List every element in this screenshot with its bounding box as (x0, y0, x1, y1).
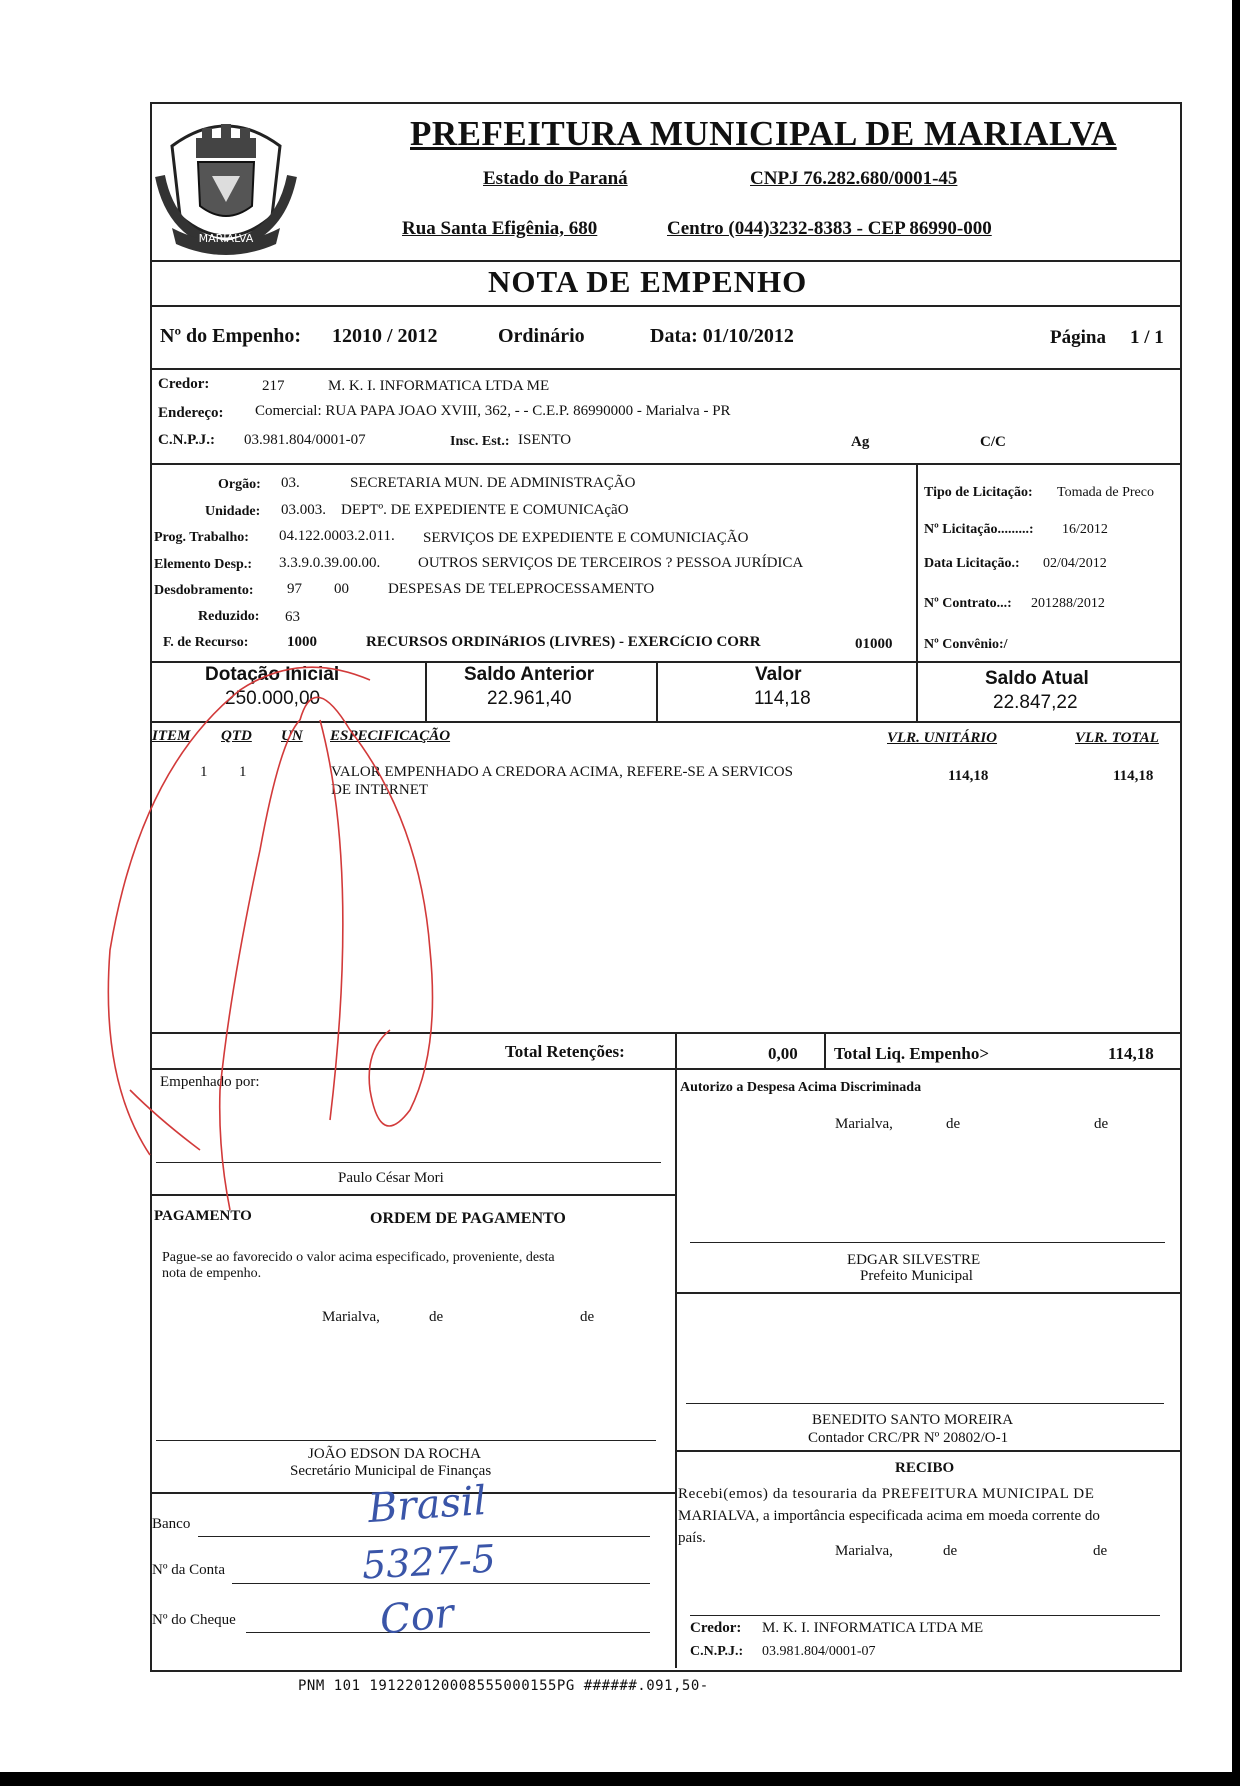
ordem-pagamento-label: ORDEM DE PAGAMENTO (370, 1210, 566, 1227)
divider-vertical (675, 1068, 677, 1668)
reduzido-value: 63 (285, 609, 300, 625)
col-qtd-header: QTD (221, 728, 252, 744)
orgao-label: Orgão: (218, 477, 261, 492)
recibo-line-3: país. (678, 1530, 706, 1546)
header-address: Rua Santa Efigênia, 680 (402, 218, 598, 239)
reduzido-label: Reduzido: (198, 609, 260, 624)
prefeito-name: EDGAR SILVESTRE (847, 1252, 981, 1268)
contrato-value: 201288/2012 (1031, 596, 1105, 611)
divider-vertical (656, 661, 658, 721)
autorizo-de2: de (1094, 1116, 1109, 1132)
pagamento-label: PAGAMENTO (154, 1208, 252, 1224)
conta-handwritten: 5327-5 (360, 1536, 497, 1588)
recurso-code: 1000 (287, 634, 317, 650)
empenhado-label: Empenhado por: (160, 1074, 260, 1090)
recibo-credor-label: Credor: (690, 1620, 742, 1636)
saldo-atual-value: 22.847,22 (993, 692, 1078, 713)
seal-text: MARIALVA (198, 232, 254, 245)
item-qtd: 1 (239, 764, 247, 780)
tipo-licitacao-label: Tipo de Licitação: (924, 485, 1033, 500)
cc-label: C/C (980, 434, 1006, 450)
elemento-name: OUTROS SERVIÇOS DE TERCEIROS ? PESSOA JURÍDICA (418, 555, 804, 571)
credor-label: Credor: (158, 376, 210, 392)
recibo-cnpj-value: 03.981.804/0001-07 (762, 1644, 876, 1659)
pagamento-de1: de (429, 1309, 444, 1325)
contrato-label: Nº Contrato...: (924, 596, 1012, 611)
desdobramento-code1: 97 (287, 581, 302, 597)
divider-vertical (916, 463, 918, 661)
prog-label: Prog. Trabalho: (154, 530, 249, 545)
unidade-code: 03.003. (281, 502, 326, 518)
elemento-code: 3.3.9.0.39.00.00. (279, 555, 381, 571)
secretario-role: Secretário Municipal de Finanças (290, 1463, 492, 1479)
divider-vertical (916, 661, 918, 721)
conta-label: Nº da Conta (152, 1562, 225, 1578)
recurso-name: RECURSOS ORDINáRIOS (LIVRES) - EXERCíCIO CORR (366, 634, 761, 650)
endereco-value: Comercial: RUA PAPA JOAO XVIII, 362, - - C.E.P. 86990000 - Marialva - PR (255, 403, 731, 419)
cheque-handwritten: Cor (377, 1590, 457, 1644)
item-espec-line2: DE INTERNET (331, 782, 429, 798)
col-vlr-unit-header: VLR. UNITÁRIO (887, 730, 998, 746)
saldo-atual-label: Saldo Atual (985, 668, 1089, 689)
recurso-code2: 01000 (855, 636, 893, 652)
page-number: 1 / 1 (1130, 327, 1164, 348)
prog-code: 04.122.0003.2.011. (279, 528, 395, 544)
signature-line (686, 1403, 1164, 1404)
valor-label: Valor (755, 664, 802, 685)
liq-empenho-value: 114,18 (1108, 1044, 1154, 1063)
pagamento-city: Marialva, (322, 1309, 380, 1325)
divider (675, 1292, 1180, 1294)
pagamento-text-1: Pague-se ao favorecido o valor acima especificado, proveniente, desta (162, 1250, 555, 1265)
contador-name: BENEDITO SANTO MOREIRA (812, 1412, 1014, 1428)
cheque-label: Nº do Cheque (152, 1612, 236, 1628)
ag-label: Ag (851, 434, 870, 450)
num-licitacao-value: 16/2012 (1062, 522, 1108, 537)
col-un-header: UN (281, 728, 303, 744)
divider (150, 305, 1180, 307)
elemento-label: Elemento Desp.: (154, 557, 252, 572)
dotacao-label: Dotação Inicial (205, 664, 340, 685)
insc-label: Insc. Est.: (450, 434, 510, 449)
empenho-type: Ordinário (498, 325, 585, 347)
endereco-label: Endereço: (158, 405, 224, 421)
desdobramento-label: Desdobramento: (154, 583, 254, 598)
empenho-number: 12010 / 2012 (332, 325, 438, 347)
banco-label: Banco (152, 1516, 191, 1532)
divider-vertical (824, 1032, 826, 1068)
credor-name: M. K. I. INFORMATICA LTDA ME (328, 378, 550, 394)
scan-edge-bottom (0, 1772, 1240, 1786)
orgao-code: 03. (281, 475, 300, 491)
unidade-name: DEPTº. DE EXPEDIENTE E COMUNICAçãO (341, 502, 629, 518)
data-licitacao-label: Data Licitação.: (924, 556, 1020, 571)
empenhado-name: Paulo César Mori (338, 1170, 444, 1186)
col-espec-header: ESPECIFICAÇÃO (330, 728, 451, 744)
convenio-label: Nº Convênio:/ (924, 637, 1008, 652)
doc-title: NOTA DE EMPENHO (488, 264, 808, 299)
contador-role: Contador CRC/PR Nº 20802/O-1 (808, 1430, 1009, 1446)
desdobramento-code2: 00 (334, 581, 349, 597)
signature-line (690, 1242, 1165, 1243)
dotacao-value: 250.000,00 (225, 688, 321, 709)
orgao-name: SECRETARIA MUN. DE ADMINISTRAÇÃO (350, 475, 636, 491)
item-number: 1 (200, 764, 208, 780)
divider (150, 463, 1180, 465)
recibo-title: RECIBO (895, 1460, 955, 1476)
banco-handwritten: Brasil (366, 1477, 488, 1533)
recibo-de2: de (1093, 1543, 1108, 1559)
saldo-anterior-label: Saldo Anterior (464, 664, 595, 685)
autorizo-de1: de (946, 1116, 961, 1132)
recibo-city: Marialva, (835, 1543, 893, 1559)
cnpj-value: 03.981.804/0001-07 (244, 432, 366, 448)
header-state: Estado do Paraná (483, 168, 628, 189)
liq-empenho-label: Total Liq. Empenho> (834, 1044, 990, 1063)
desdobramento-name: DESPESAS DE TELEPROCESSAMENTO (388, 581, 655, 597)
unidade-label: Unidade: (205, 504, 261, 519)
data-licitacao-value: 02/04/2012 (1043, 556, 1107, 571)
insc-value: ISENTO (518, 432, 572, 448)
recibo-credor-value: M. K. I. INFORMATICA LTDA ME (762, 1620, 984, 1636)
municipal-seal-icon (152, 106, 300, 258)
col-item-header: ITEM (152, 728, 191, 744)
header-cnpj: CNPJ 76.282.680/0001-45 (750, 168, 958, 189)
header-title: PREFEITURA MUNICIPAL DE MARIALVA (410, 114, 1117, 153)
prog-name: SERVIÇOS DE EXPEDIENTE E COMUNICIAÇÃO (423, 530, 749, 546)
recibo-cnpj-label: C.N.P.J.: (690, 1644, 744, 1659)
red-signature-icon (100, 650, 580, 1210)
retencoes-value: 0,00 (768, 1044, 798, 1063)
empenho-label: Nº do Empenho: (160, 325, 302, 347)
prefeito-role: Prefeito Municipal (860, 1268, 973, 1284)
signature-line (156, 1440, 656, 1441)
retencoes-label: Total Retenções: (505, 1042, 625, 1061)
cnpj-label: C.N.P.J.: (158, 432, 215, 448)
saldo-anterior-value: 22.961,40 (487, 688, 572, 709)
pagamento-text-2: nota de empenho. (162, 1266, 262, 1281)
divider-vertical (675, 1032, 677, 1068)
autorizo-city: Marialva, (835, 1116, 893, 1132)
header-contact: Centro (044)3232-8383 - CEP 86990-000 (667, 218, 992, 239)
divider (675, 1450, 1180, 1452)
tipo-licitacao-value: Tomada de Preco (1057, 485, 1154, 500)
item-espec-line1: VALOR EMPENHADO A CREDORA ACIMA, REFERE-SE A SERVICOS (331, 764, 793, 780)
scan-edge-right (1232, 0, 1240, 1786)
num-licitacao-label: Nº Licitação.........: (924, 522, 1034, 537)
recurso-label: F. de Recurso: (163, 635, 249, 650)
valor-value: 114,18 (754, 688, 811, 709)
recibo-de1: de (943, 1543, 958, 1559)
pagamento-de2: de (580, 1309, 595, 1325)
item-vlr-total: 114,18 (1113, 768, 1154, 784)
page-label: Página (1050, 327, 1106, 348)
divider (150, 260, 1180, 262)
divider (150, 368, 1180, 370)
item-vlr-unit: 114,18 (948, 768, 989, 784)
recibo-line-1: Recebi(emos) da tesouraria da PREFEITURA MUNICIPAL DE (678, 1486, 1095, 1502)
footer-code: PNM 101 191220120008555000155PG ######.091,50- (298, 1678, 709, 1694)
autorizo-label: Autorizo a Despesa Acima Discriminada (680, 1080, 922, 1095)
recibo-line-2: MARIALVA, a importância especificada acima em moeda corrente do (678, 1508, 1100, 1524)
signature-line (690, 1615, 1160, 1616)
credor-code: 217 (262, 378, 285, 394)
col-vlr-total-header: VLR. TOTAL (1075, 730, 1159, 746)
secretario-name: JOÃO EDSON DA ROCHA (308, 1446, 481, 1462)
banco-line (198, 1536, 650, 1537)
empenho-date: Data: 01/10/2012 (650, 325, 794, 347)
